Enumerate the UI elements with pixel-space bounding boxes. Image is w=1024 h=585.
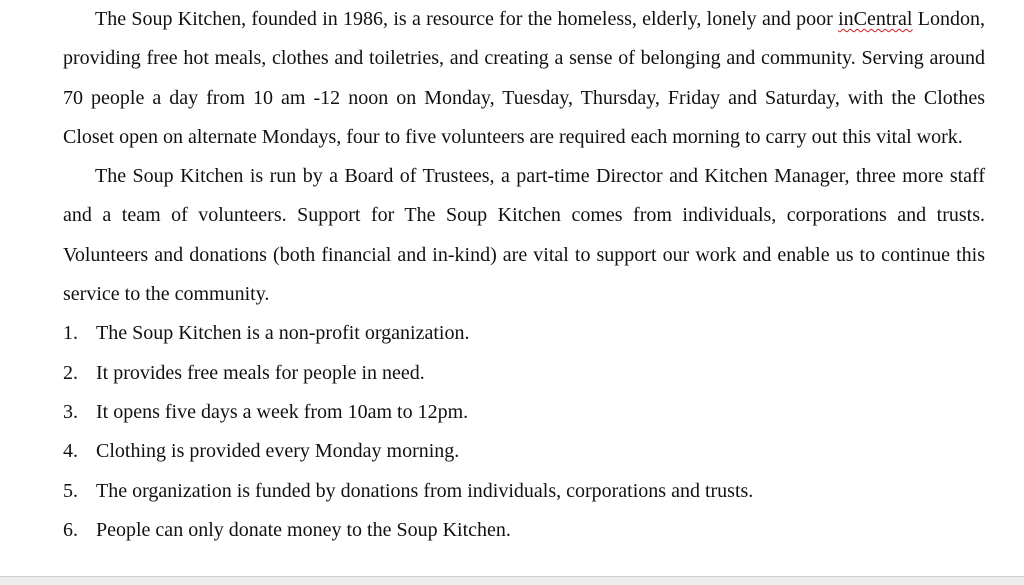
statement-list xyxy=(63,314,985,550)
list-item-number: 6. xyxy=(63,518,78,541)
paragraph-2: The Soup Kitchen is run by a Board of Trustees, a part-time Director and Kitchen Manager, three more staff and a team of volunteers. Support for The Soup Kitchen comes from individuals, corporations and trusts. Volunteers and donations (both financial and in-kind) are vital to support our work and enable us to continue this service to the community. xyxy=(63,165,985,306)
list-item-text: People can only donate money to the Soup Kitchen. xyxy=(96,518,511,541)
list-item xyxy=(63,393,985,432)
list-item-text: It provides free meals for people in need. xyxy=(96,361,425,384)
list-item-text: Clothing is provided every Monday morning. xyxy=(96,440,460,463)
document-body xyxy=(63,0,985,550)
list-item-number: 1. xyxy=(63,322,78,345)
list-item-number: 3. xyxy=(63,400,78,423)
list-item xyxy=(63,472,985,511)
list-item-text: The Soup Kitchen is a non-profit organization. xyxy=(96,322,470,345)
list-item-text: The organization is funded by donations from individuals, corporations and trusts. xyxy=(96,479,754,502)
list-item-text: It opens five days a week from 10am to 12pm. xyxy=(96,400,469,423)
list-item xyxy=(63,432,985,471)
paragraph-1 xyxy=(63,0,985,157)
spellcheck-flagged-word[interactable]: inCentral xyxy=(838,8,913,30)
list-item xyxy=(63,511,985,550)
list-item-number: 2. xyxy=(63,361,78,384)
list-item-number: 5. xyxy=(63,479,78,502)
paragraph-1-text-start: The Soup Kitchen, founded in 1986, is a resource for the homeless, elderly, lonely and poor xyxy=(95,8,839,30)
list-item xyxy=(63,314,985,353)
paragraph-1-text-end: London, providing free hot meals, clothes and toiletries, and creating a sense of belonging and community. Serving around 70 people a day from 10 am -12 noon on Monday, Tuesday, Thursday, Friday and Saturday, with the Clothes Closet open on alternate Mondays, four to five volunteers are required each morning to carry out this vital work. xyxy=(63,8,986,148)
list-item-number: 4. xyxy=(63,440,78,463)
list-item xyxy=(63,354,985,393)
